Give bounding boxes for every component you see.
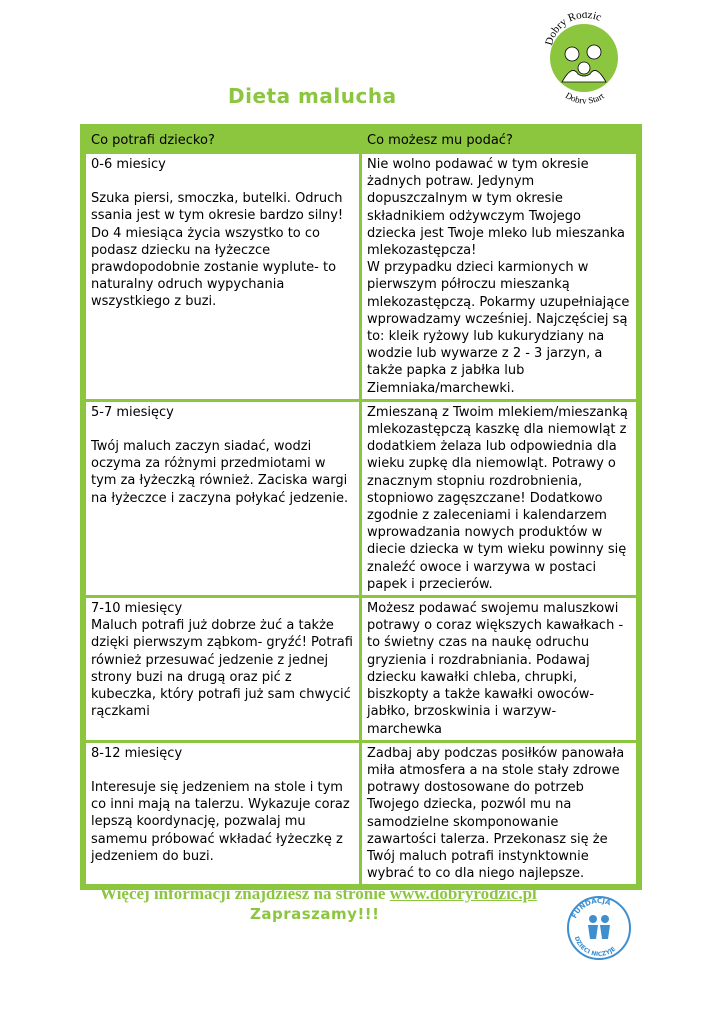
table-row	[86, 598, 636, 740]
logo-top-subtitle: Dobry Start	[563, 90, 606, 104]
row-3-right-text: Zadbaj aby podczas posiłków panowała miła atmosfera a na stole stały zdrowe potrawy dostosowane do potrzeb Twojego dziecka, pozwól mu na samodzielne skomponowanie zawartości talerza. Przekonasz się że Twój maluch potrafi instynktownie wybrać to co dla niego najlepsze.	[367, 745, 625, 882]
row-1-right	[362, 402, 636, 595]
row-0-right-text: Nie wolno podawać w tym okresie żadnych potraw. Jedynym dopuszczalnym w tym okresie składnikiem odżywczym Twojego dziecka jest Twoje mleko lub mieszanka mlekozastępcza! W przypadku dzieci karmionych w pierwszym półroczu mieszanką mlekozastępczą. Pokarmy uzupełniające wprowadzamy wcześniej. Najczęściej są to: kleik ryżowy lub kukurydziany na wodzie lub wywarze z 2 - 3 jarzyn, a także papka z jabłka lub Ziemniaka/marchewki.	[367, 157, 630, 396]
row-0-right	[362, 154, 636, 399]
row-1-left	[86, 402, 359, 595]
page-title: Dieta malucha	[228, 84, 397, 108]
row-2-right	[362, 598, 636, 740]
diet-table	[80, 124, 642, 890]
logo-bottom-bottom-text: DZIECI NICZYJE	[572, 935, 618, 959]
row-1-age: 5-7 miesięcy	[91, 404, 174, 420]
row-0-left	[86, 154, 359, 399]
row-2-left	[86, 598, 359, 740]
table-row	[86, 154, 636, 399]
row-2-left-text: Maluch potrafi już dobrze żuć a także dzięki pierwszym ząbkom- gryźć! Potrafi również przesuwać jedzenie z jednej strony buzi na drugą oraz pić z kubeczka, który potrafi już sam chwycić rączkami	[91, 618, 353, 720]
footer-info-text: Więcej informacji znajdziesz na stronie	[100, 884, 390, 903]
row-3-right	[362, 743, 636, 885]
table-row	[86, 402, 636, 595]
row-1-left-text: Twój maluch zaczyn siadać, wodzi oczyma za różnymi przedmiotami w tym za łyżeczką również. Zaciska wargi na łyżeczce i zaczyna połykać jedzenie.	[91, 439, 349, 506]
row-1-right-text: Zmieszaną z Twoim mlekiem/mieszanką mlekozastępczą kaszkę dla niemowląt z dodatkiem żelaza lub odpowiednia dla wieku zupkę dla niemowląt. Potrawy o znacznym stopniu rozdrobnienia, stopniowo zagęszczane! Dodatkowo zgodnie z zaleceniami i kalendarzem wprowadzania nowych produktów w diecie dziecka w tym wieku powinny się znaleźć owoce i warzywa w postaci papek i przecierów.	[367, 404, 628, 592]
row-0-left-text: Szuka piersi, smoczka, butelki. Odruch ssania jest w tym okresie bardzo silny! Do 4 miesiąca życia wszystko to co podasz dziecku na łyżeczce prawdopodobnie zostanie wyplute- to naturalny odruch wypychania wszystkiego z buzi.	[91, 191, 344, 310]
row-0-age: 0-6 miesicy	[91, 157, 166, 172]
row-2-age: 7-10 miesięcy	[91, 601, 183, 617]
table-header-row	[86, 130, 636, 151]
footer-info	[100, 884, 537, 904]
header-can-do: Co potrafi dziecko?	[86, 130, 359, 151]
footer-cta: Zapraszamy!!!	[250, 905, 380, 923]
header-can-give: Co możesz mu podać?	[362, 130, 636, 151]
website-link[interactable]: www.dobryrodzic.pl	[389, 884, 537, 903]
logo-bottom-top-text: FUNDACJA	[570, 896, 612, 920]
row-2-right-text: Możesz podawać swojemu maluszkowi potrawy o coraz większych kawałkach - to świetny czas na naukę odruchu gryzienia i rozdrabniania. Podawaj dziecku kawałki chleba, chrupki, biszkopty a także kawałki owoców- jabłko, brzoskwinia i warzyw- marchewka	[367, 601, 624, 737]
row-3-left	[86, 743, 359, 885]
row-3-left-text: Interesuje się jedzeniem na stole i tym co inni mają na talerzu. Wykazuje coraz lepszą koordynację, pozwalaj mu samemu próbować wkładać łyżeczkę z jedzeniem do buzi.	[91, 779, 350, 864]
dobry-rodzic-logo	[544, 12, 628, 104]
svg-text:Dobry Start	[564, 90, 606, 104]
fundacja-dzieci-niczyje-logo	[566, 895, 632, 961]
logo-top-title: Dobry Rodzic	[544, 12, 604, 47]
table-row	[86, 743, 636, 885]
row-3-age: 8-12 miesięcy	[91, 745, 183, 761]
